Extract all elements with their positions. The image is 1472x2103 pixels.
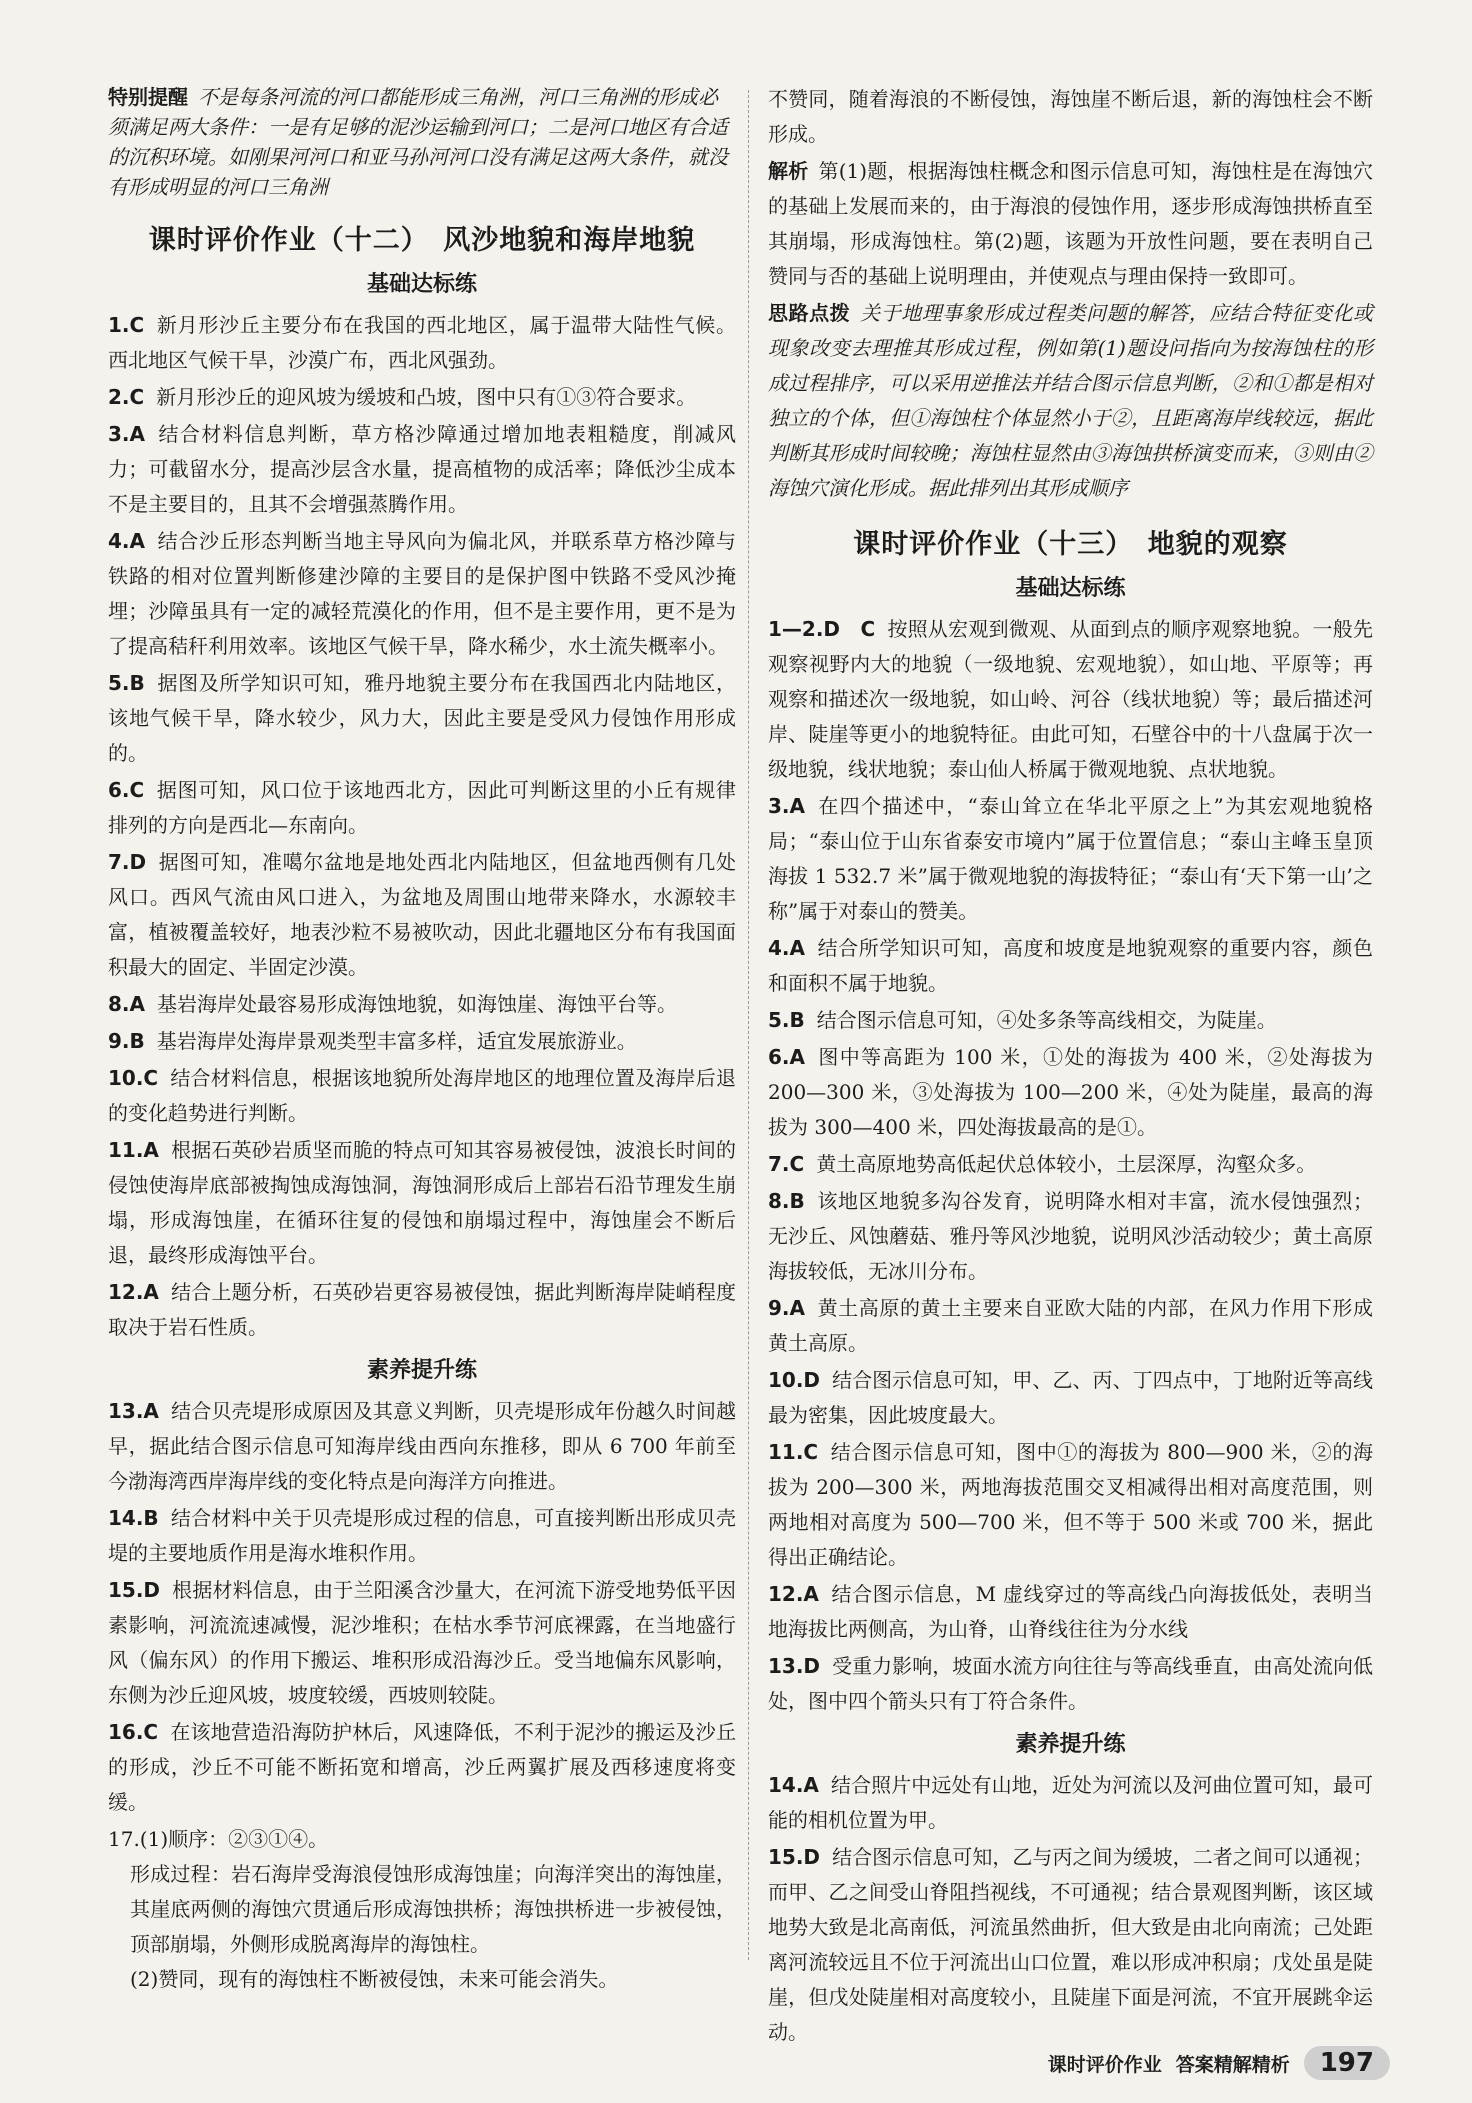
answer-item <box>768 1003 1373 1038</box>
answer-text: 结合图示信息可知，图中①的海拔为 800—900 米，②的海拔为 200—300 米，两地海拔范围交叉相减得出相对高度范围，则两地相对高度为 500—700 米，但不等于 500 米或 700 米，据此得出正确结论。 <box>768 1440 1373 1569</box>
column-divider <box>748 90 749 1960</box>
answer-item <box>108 987 736 1022</box>
answer-item <box>108 1024 736 1059</box>
answer-number: 8.B <box>768 1189 805 1213</box>
answer-item <box>108 308 736 378</box>
answer-text: 基岩海岸处海岸景观类型丰富多样，适宜发展旅游业。 <box>156 1029 637 1053</box>
answer-number: 10.D <box>768 1368 821 1392</box>
answer-text: 据图可知，风口位于该地西北方，因此可判断这里的小丘有规律排列的方向是西北—东南向。 <box>108 778 736 837</box>
answer-item <box>768 931 1373 1001</box>
analysis <box>768 154 1373 294</box>
basic-practice-title-2: 基础达标练 <box>1015 576 1126 601</box>
answer-item <box>768 1577 1373 1647</box>
answer-number: 4.A <box>768 936 805 960</box>
thinking-tips <box>768 296 1373 506</box>
answer-item <box>768 1840 1373 2050</box>
answer-item <box>108 1133 736 1273</box>
answer-text: 结合上题分析，石英砂岩更容易被侵蚀，据此判断海岸陡峭程度取决于岩石性质。 <box>108 1280 736 1339</box>
answer-text: 新月形沙丘的迎风坡为缓坡和凸坡，图中只有①③符合要求。 <box>156 385 697 409</box>
answer-item <box>108 773 736 843</box>
note-text: 不是每条河流的河口都能形成三角洲，河口三角洲的形成必须满足两大条件：一是有足够的泥沙运输到河口；二是河口地区有合适的沉积环境。如刚果河河口和亚马孙河河口没有满足这两大条件，就没有形成明显的河口三角洲 <box>108 85 728 199</box>
answer-number: 13.A <box>108 1399 159 1423</box>
answer-item <box>768 1363 1373 1433</box>
q17-process: 形成过程：岩石海岸受海浪侵蚀形成海蚀崖；向海洋突出的海蚀崖，其崖底两侧的海蚀穴贯通后形成海蚀拱桥；海蚀拱桥进一步被侵蚀，顶部崩塌，外侧形成脱离海岸的海蚀柱。 <box>130 1862 736 1956</box>
answer-item <box>768 612 1373 787</box>
answer-number: 14.B <box>108 1506 159 1530</box>
answer-text: 结合材料信息判断，草方格沙障通过增加地表粗糙度，削减风力；可截留水分，提高沙层含水量，提高植物的成活率；降低沙尘成本不是主要目的，且其不会增强蒸腾作用。 <box>108 422 736 516</box>
answer-number: 11.A <box>108 1138 159 1162</box>
answer-number: 4.A <box>108 529 145 553</box>
section-title-12: 课时评价作业（十二） 风沙地貌和海岸地貌 <box>148 225 696 256</box>
answer-text: 结合贝壳堤形成原因及其意义判断，贝壳堤形成年份越久时间越早，据此结合图示信息可知海岸线由西向东推移，即从 6 700 年前至今渤海湾西岸海岸线的变化特点是向海洋方向推进。 <box>108 1399 736 1493</box>
answer-text: 按照从宏观到微观、从面到点的顺序观察地貌。一般先观察视野内大的地貌（一级地貌、宏观地貌），如山地、平原等；再观察和描述次一级地貌，如山岭、河谷（线状地貌）等；最后描述河岸、陡崖等更小的地貌特征。由此可知，石壁谷中的十八盘属于次一级地貌，线状地貌；泰山仙人桥属于微观地貌、点状地貌。 <box>768 617 1374 781</box>
answer-text: 受重力影响，坡面水流方向往往与等高线垂直，由高处流向低处，图中四个箭头只有丁符合条件。 <box>768 1654 1373 1713</box>
answer-text: 结合图示信息可知，乙与丙之间为缓坡，二者之间可以通视；而甲、乙之间受山脊阻挡视线，不可通视；结合景观图判断，该区域地势大致是北高南低，河流虽然曲折，但大致是由北向南流；己处距离河流较远且不位于河流出山口位置，难以形成冲积扇；戊处虽是陡崖，但戊处陡崖相对高度较小，且陡崖下面是河流，不宜开展跳伞运动。 <box>768 1845 1373 2044</box>
answer-item <box>768 1435 1373 1575</box>
answer-number: 6.C <box>108 778 145 802</box>
answer-number: 14.A <box>768 1773 819 1797</box>
answer-text: 新月形沙丘主要分布在我国的西北地区，属于温带大陆性气候。西北地区气候干旱，沙漠广布，西北风强劲。 <box>108 313 736 372</box>
answer-item <box>108 1501 736 1571</box>
q17-part2: (2)赞同，现有的海蚀柱不断被侵蚀，未来可能会消失。 <box>130 1967 619 1991</box>
note-label: 特别提醒 <box>108 85 188 109</box>
answer-number: 8.A <box>108 992 145 1016</box>
answer-text: 该地区地貌多沟谷发育，说明降水相对丰富，流水侵蚀强烈；无沙丘、风蚀蘑菇、雅丹等风沙地貌，说明风沙活动较少；黄土高原海拔较低，无冰川分布。 <box>768 1189 1373 1283</box>
answer-item <box>108 666 736 771</box>
answer-item <box>108 845 736 985</box>
answer-number: 2.C <box>108 385 145 409</box>
answer-text: 结合所学知识可知，高度和坡度是地貌观察的重要内容，颜色和面积不属于地貌。 <box>768 936 1373 995</box>
answer-number: 12.A <box>108 1280 159 1304</box>
answer-number: 5.B <box>768 1008 805 1032</box>
answer-number: 11.C <box>768 1440 819 1464</box>
answer-number: 9.A <box>768 1296 805 1320</box>
answer-text: 结合照片中远处有山地，近处为河流以及河曲位置可知，最可能的相机位置为甲。 <box>768 1773 1373 1832</box>
answer-text: 根据材料信息，由于兰阳溪含沙量大，在河流下游受地势低平因素影响，河流流速减慢，泥沙堆积；在枯水季节河底裸露，在当地盛行风（偏东风）的作用下搬运、堆积形成沿海沙丘。受当地偏东风影响，东侧为沙丘迎风坡，坡度较缓，西坡则较陡。 <box>108 1578 736 1707</box>
answer-item <box>108 1394 736 1499</box>
page-footer <box>1048 2046 1390 2080</box>
answer-number: 7.D <box>108 850 147 874</box>
answer-number: 1—2.D C <box>768 617 876 641</box>
answer-text: 基岩海岸处最容易形成海蚀地貌，如海蚀崖、海蚀平台等。 <box>157 992 677 1016</box>
answer-text: 结合图示信息可知，④处多条等高线相交，为陡崖。 <box>816 1008 1277 1032</box>
answer-item <box>108 417 736 522</box>
analysis-text: 第(1)题，根据海蚀柱概念和图示信息可知，海蚀柱是在海蚀穴的基础上发展而来的，由于海浪的侵蚀作用，逐步形成海蚀拱桥直至其崩塌，形成海蚀柱。第(2)题，该题为开放性问题，要在表明自己赞同与否的基础上说明理由，并使观点与理由保持一致即可。 <box>768 159 1373 288</box>
answer-number: 13.D <box>768 1654 821 1678</box>
basic-practice-title: 基础达标练 <box>366 272 477 297</box>
answer-number: 15.D <box>108 1578 161 1602</box>
footer-label-1: 课时评价作业 <box>1047 2053 1162 2076</box>
section-title-13: 课时评价作业（十三） 地貌的观察 <box>853 529 1288 560</box>
tips-text: 关于地理事象形成过程类问题的解答，应结合特征变化或现象改变去理推其形成过程，例如第(1)题设问指向为按海蚀柱的形成过程排序，可以采用逆推法并结合图示信息判断，②和①都是相对独立的个体，但①海蚀柱个体显然小于②，且距离海岸线较远，据此判断其形成时间较晚；海蚀柱显然由③海蚀拱桥演变而来，③则由②海蚀穴演化形成。据此排列出其形成顺序 <box>768 301 1374 500</box>
answer-text: 结合图示信息可知，甲、乙、丙、丁四点中，丁地附近等高线最为密集，因此坡度最大。 <box>768 1368 1373 1427</box>
tips-label: 思路点拨 <box>768 301 851 325</box>
answer-number: 12.A <box>768 1582 819 1606</box>
special-note <box>108 82 736 202</box>
answer-number: 6.A <box>768 1045 805 1069</box>
answer-number: 9.B <box>108 1029 145 1053</box>
answer-item <box>768 789 1373 929</box>
answer-text: 结合材料中关于贝壳堤形成过程的信息，可直接判断出形成贝壳堤的主要地质作用是海水堆积作用。 <box>108 1506 736 1565</box>
answer-item <box>768 1147 1373 1182</box>
answer-text: 图中等高距为 100 米，①处的海拔为 400 米，②处海拔为 200—300 米，③处海拔为 100—200 米，④处为陡崖，最高的海拔为 300—400 米，四处海拔最高的是①。 <box>768 1045 1373 1139</box>
right-answer-list <box>768 612 1373 1719</box>
q17-head: 17.(1)顺序：②③①④。 <box>108 1827 329 1851</box>
answer-number: 3.A <box>108 422 145 446</box>
answer-item <box>768 1768 1373 1838</box>
footer-label-2: 答案精解精析 <box>1175 2053 1290 2076</box>
answer-text: 黄土高原地势高低起伏总体较小，土层深厚，沟壑众多。 <box>816 1152 1317 1176</box>
left-answer-list <box>108 308 736 1345</box>
answer-number: 16.C <box>108 1720 159 1744</box>
answer-number: 7.C <box>768 1152 805 1176</box>
answer-item <box>108 380 736 415</box>
answer-number: 5.B <box>108 671 145 695</box>
q17-continuation: 不赞同，随着海浪的不断侵蚀，海蚀崖不断后退，新的海蚀柱会不断形成。 <box>768 87 1373 146</box>
answer-item <box>108 524 736 664</box>
answer-number: 10.C <box>108 1066 159 1090</box>
answer-text: 根据石英砂岩质坚而脆的特点可知其容易被侵蚀，波浪长时间的侵蚀使海岸底部被掏蚀成海蚀洞，海蚀洞形成后上部岩石沿节理发生崩塌，形成海蚀崖，在循环往复的侵蚀和崩塌过程中，海蚀崖会不断后退，最终形成海蚀平台。 <box>108 1138 736 1267</box>
answer-item <box>108 1573 736 1713</box>
advance-practice-title: 素养提升练 <box>366 1358 477 1383</box>
answer-number: 15.D <box>768 1845 821 1869</box>
answer-text: 在四个描述中，“泰山耸立在华北平原之上”为其宏观地貌格局；“泰山位于山东省泰安市境内”属于位置信息；“泰山主峰玉皇顶海拔 1 532.7 米”属于微观地貌的海拔特征；“泰山有‘天下第一山’之称”属于对泰山的赞美。 <box>768 794 1373 923</box>
answer-item <box>768 1040 1373 1145</box>
right-advance-list <box>768 1768 1373 2050</box>
left-advance-list <box>108 1394 736 1820</box>
answer-text: 据图及所学知识可知，雅丹地貌主要分布在我国西北内陆地区，该地气候干旱，降水较少，风力大，因此主要是受风力侵蚀作用形成的。 <box>108 671 736 765</box>
answer-number: 1.C <box>108 313 145 337</box>
answer-number: 3.A <box>768 794 805 818</box>
answer-text: 据图可知，准噶尔盆地是地处西北内陆地区，但盆地西侧有几处风口。西风气流由风口进入，为盆地及周围山地带来降水，水源较丰富，植被覆盖较好，地表沙粒不易被吹动，因此北疆地区分布有我国面积最大的固定、半固定沙漠。 <box>108 850 736 979</box>
answer-item <box>768 1184 1373 1289</box>
answer-text: 在该地营造沿海防护林后，风速降低，不利于泥沙的搬运及沙丘的形成，沙丘不可能不断拓宽和增高，沙丘两翼扩展及西移速度将变缓。 <box>108 1720 736 1814</box>
right-column <box>768 82 1373 2052</box>
answer-text: 黄土高原的黄土主要来自亚欧大陆的内部，在风力作用下形成黄土高原。 <box>768 1296 1373 1355</box>
answer-text: 结合图示信息，M 虚线穿过的等高线凸向海拔低处，表明当地海拔比两侧高，为山脊，山脊线往往为分水线 <box>768 1582 1373 1641</box>
analysis-label: 解析 <box>768 159 809 183</box>
answer-text: 结合沙丘形态判断当地主导风向为偏北风，并联系草方格沙障与铁路的相对位置判断修建沙障的主要目的是保护图中铁路不受风沙掩埋；沙障虽具有一定的减轻荒漠化的作用，但不是主要作用，更不是为了提高秸秆利用效率。该地区气候干旱，降水稀少，水土流失概率小。 <box>108 529 736 658</box>
answer-item <box>108 1061 736 1131</box>
answer-text: 结合材料信息，根据该地貌所处海岸地区的地理位置及海岸后退的变化趋势进行判断。 <box>108 1066 736 1125</box>
answer-item <box>108 1715 736 1820</box>
advance-practice-title-2: 素养提升练 <box>1015 1732 1126 1757</box>
left-column <box>108 82 736 1999</box>
answer-item <box>768 1649 1373 1719</box>
answer-item <box>108 1275 736 1345</box>
answer-item <box>768 1291 1373 1361</box>
q17-answer <box>108 1822 736 1997</box>
page-number: 197 <box>1304 2046 1390 2080</box>
